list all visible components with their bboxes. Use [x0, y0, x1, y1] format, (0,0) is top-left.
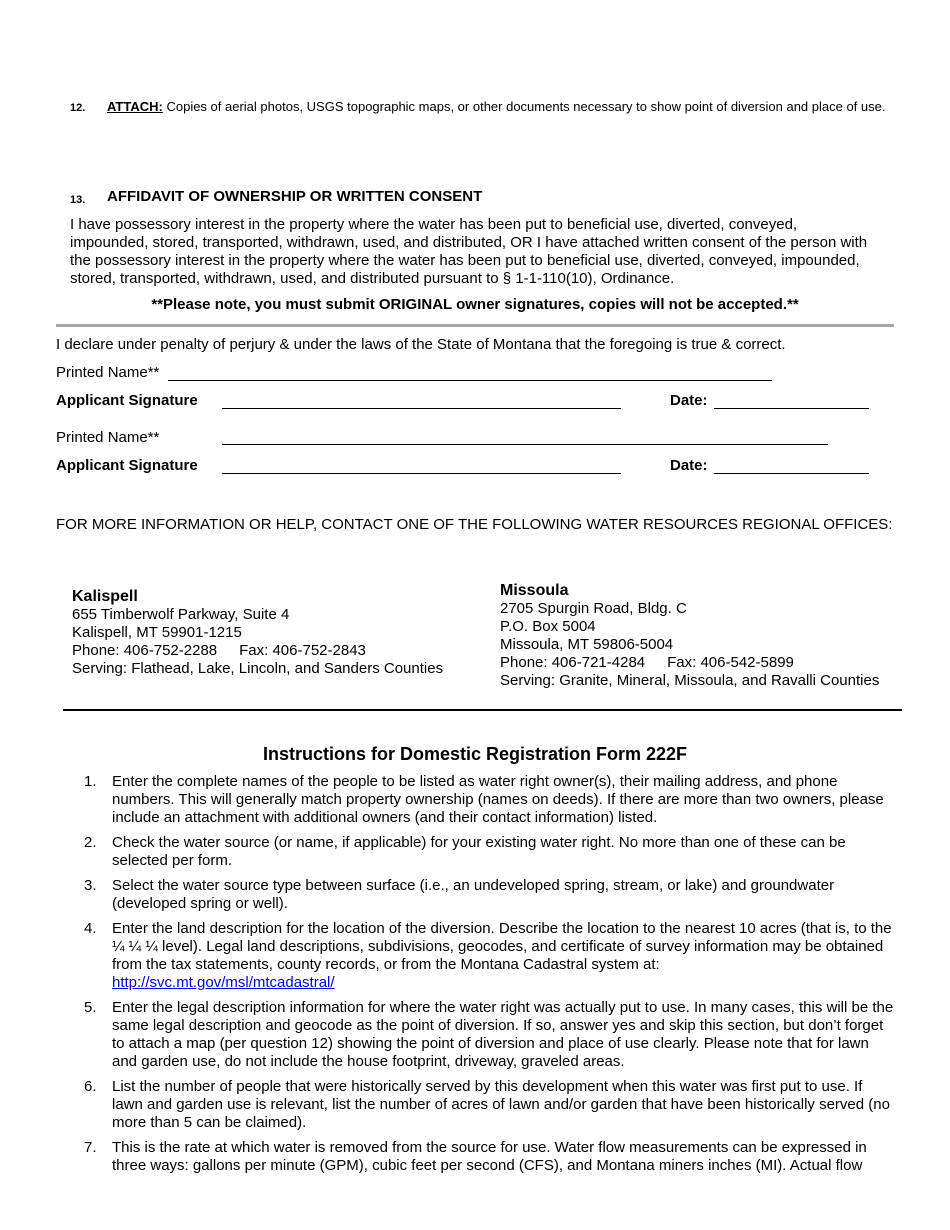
contact-offices-heading: FOR MORE INFORMATION OR HELP, CONTACT ONE OF THE FOLLOWING WATER RESOURCES REGIONAL OFFICES: [56, 516, 893, 533]
instruction-item [84, 834, 896, 870]
office-phone: Phone: 406-752-2288 [72, 642, 218, 659]
section-12-number: 12. [70, 102, 86, 114]
office-address-line: 655 Timberwolf Parkway, Suite 4 [72, 606, 290, 623]
section-divider [63, 709, 902, 711]
office-phone: Phone: 406-721-4284 [500, 654, 646, 671]
montana-cadastral-link[interactable]: http://svc.mt.gov/msl/mtcadastral/ [112, 974, 335, 991]
printed-name-label: Printed Name** [56, 364, 160, 381]
office-address-line: Kalispell, MT 59901-1215 [72, 624, 242, 641]
printed-name-label-2: Printed Name** [56, 429, 160, 446]
applicant-signature-label-2: Applicant Signature [56, 457, 198, 474]
office-address-line: P.O. Box 5004 [500, 618, 596, 635]
instruction-number: 5. [84, 999, 97, 1016]
office-name: Missoula [500, 582, 569, 599]
attach-text: Copies of aerial photos, USGS topographic maps, or other documents necessary to show point of diversion and place of use. [166, 99, 886, 114]
original-signatures-note: **Please note, you must submit ORIGINAL owner signatures, copies will not be accepted.** [151, 296, 799, 313]
instruction-item [84, 999, 896, 1071]
divider [56, 324, 894, 327]
instruction-number: 3. [84, 877, 97, 894]
instruction-item [84, 920, 896, 992]
instruction-text: Enter the land description for the location of the diversion. Describe the location to the nearest 10 acres (that is, to the ¼ ¼ ¼ level). Legal land descriptions, subdivisions, geocodes, and certificate of survey information may be obtained from the tax statements, county records, or from the Montana Cadastral system at: [112, 920, 892, 973]
applicant-signature-field-1[interactable] [222, 394, 621, 409]
office-serving: Serving: Granite, Mineral, Missoula, and Ravalli Counties [500, 672, 880, 689]
office-fax: Fax: 406-542-5899 [667, 654, 794, 671]
instruction-text: Enter the legal description information for where the water right was actually put to use. In many cases, this will be the same legal description and geocode as the point of diversion. If so, answer yes and skip this section, but don’t forget to attach a map (per question 12) showing the point of diversion and place of use clearly. Please note that for lawn and garden use, do not include the house footprint, driveway, graveled areas. [112, 999, 894, 1070]
office-address-line: 2705 Spurgin Road, Bldg. C [500, 600, 687, 617]
instruction-text: Check the water source (or name, if applicable) for your existing water right. No more than one of these can be selected per form. [112, 834, 846, 869]
instruction-text: This is the rate at which water is removed from the source for use. Water flow measurements can be expressed in three ways: gallons per minute (GPM), cubic feet per second (CFS), and Montana miners inches (MI). Actual flow [112, 1139, 867, 1174]
office-address-line: Missoula, MT 59806-5004 [500, 636, 674, 653]
office-kalispell [72, 587, 472, 678]
office-missoula [500, 581, 920, 690]
instruction-text: List the number of people that were historically served by this development when this water was first put to use. If lawn and garden use is relevant, list the number of acres of lawn and/or garden that have been historically served (no more than 5 can be claimed). [112, 1078, 890, 1131]
date-label-2: Date: [670, 457, 708, 474]
instructions-title: Instructions for Domestic Registration Form 222F [262, 744, 688, 764]
office-serving: Serving: Flathead, Lake, Lincoln, and Sanders Counties [72, 660, 444, 677]
instruction-item [84, 877, 896, 913]
printed-name-field-1[interactable] [168, 366, 772, 381]
date-field-1[interactable] [714, 394, 869, 409]
applicant-signature-field-2[interactable] [222, 459, 621, 474]
perjury-declaration: I declare under penalty of perjury & under the laws of the State of Montana that the foregoing is true & correct. [56, 336, 786, 353]
office-fax: Fax: 406-752-2843 [239, 642, 366, 659]
attach-label: ATTACH: [107, 99, 163, 114]
instructions-list [84, 773, 896, 1182]
instruction-number: 7. [84, 1139, 97, 1156]
printed-name-row-1 [56, 364, 159, 382]
section-13-title: AFFIDAVIT OF OWNERSHIP OR WRITTEN CONSENT [107, 188, 483, 205]
section-13-heading [70, 188, 890, 206]
instruction-text: Enter the complete names of the people to be listed as water right owner(s), their mailing address, and phone numbers. This will generally match property ownership (names on deeds). If there are more than two owners, please include an attachment with additional owners (and their contact information) listed. [112, 773, 884, 826]
printed-name-field-2[interactable] [222, 430, 828, 445]
instruction-number: 6. [84, 1078, 97, 1095]
section-12-body [107, 99, 890, 115]
instruction-item [84, 773, 896, 827]
instruction-item [84, 1078, 896, 1132]
affidavit-text: I have possessory interest in the property where the water has been put to beneficial use, diverted, conveyed, impounded, stored, transported, withdrawn, used, and distributed, OR I have attached written consent of the person with the possessory interest in the property where the water has been put to beneficial use, diverted, conveyed, impounded, stored, transported, withdrawn, used, and distributed pursuant to § 1-1-110(10), Ordinance. [70, 216, 868, 287]
office-contact-numbers [72, 642, 472, 660]
section-12 [70, 99, 890, 115]
instruction-number: 4. [84, 920, 97, 937]
instruction-number: 2. [84, 834, 97, 851]
instruction-text: Select the water source type between surface (i.e., an undeveloped spring, stream, or lake) and groundwater (developed spring or well). [112, 877, 835, 912]
instruction-number: 1. [84, 773, 97, 790]
office-contact-numbers [500, 654, 920, 672]
office-name: Kalispell [72, 588, 138, 605]
date-label-1: Date: [670, 392, 708, 409]
applicant-signature-label-1: Applicant Signature [56, 392, 198, 409]
section-13-number: 13. [70, 194, 86, 206]
date-field-2[interactable] [714, 459, 869, 474]
instruction-item [84, 1139, 896, 1175]
